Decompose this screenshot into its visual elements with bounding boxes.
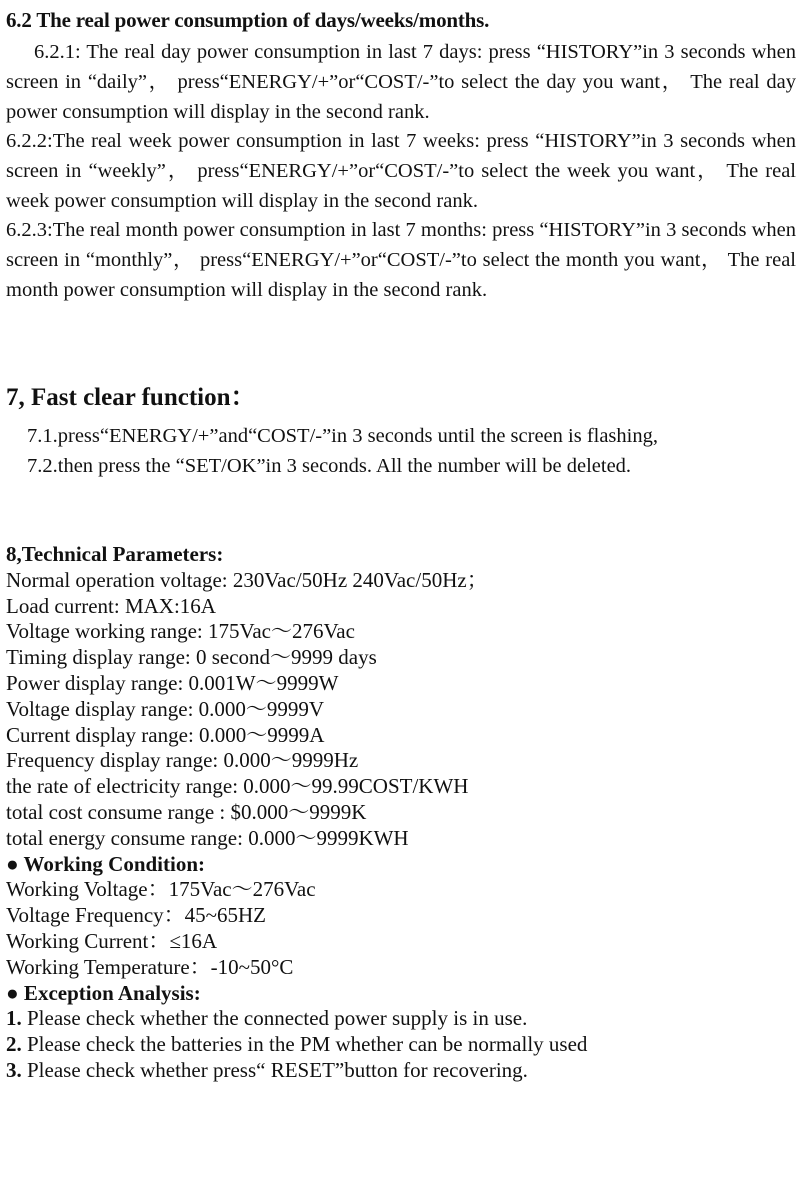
paragraph-6-2-3: 6.2.3:The real month power consumption in last 7 months: press “HISTORY”in 3 seconds when screen in “monthly”， press“ENERGY/+”or“COST/-”to select the month you want， The real month power consumption will display in the second rank. <box>6 219 796 301</box>
param-row: Voltage display range: 0.000～9999V <box>6 696 325 721</box>
param-row: Current display range: 0.000～9999A <box>6 722 325 747</box>
param-row: Timing display range: 0 second～9999 days <box>6 645 377 670</box>
exception-text: Please check the batteries in the PM whether can be normally used <box>21 1032 588 1057</box>
fast-clear-step-1: 7.1.press“ENERGY/+”and“COST/-”in 3 seconds until the screen is flashing, <box>27 425 658 447</box>
param-row: Frequency display range: 0.000～9999Hz <box>6 748 359 773</box>
working-condition-row: Working Current：≤16A <box>6 928 218 953</box>
exception-analysis-heading: ● Exception Analysis: <box>6 980 201 1005</box>
technical-parameters-section <box>6 542 796 1084</box>
exception-row <box>6 1032 796 1058</box>
param-row: Load current: MAX:16A <box>6 593 216 618</box>
paragraph-6-2-1: 6.2.1: The real day power consumption in last 7 days: press “HISTORY”in 3 seconds when screen in “daily”， press“ENERGY/+”or“COST/-”to select the day you want， The real day power consumption will display in the second rank. <box>6 41 796 123</box>
section-8-heading: 8,Technical Parameters: <box>6 542 224 566</box>
param-row: Power display range: 0.001W～9999W <box>6 670 339 695</box>
working-condition-row: Voltage Frequency：45~65HZ <box>6 903 267 928</box>
exception-number: 2. <box>6 1032 22 1057</box>
param-row: Normal operation voltage: 230Vac/50Hz 240Vac/50Hz； <box>6 567 488 592</box>
param-row: Voltage working range: 175Vac～276Vac <box>6 619 355 644</box>
param-row: the rate of electricity range: 0.000～99.99COST/KWH <box>6 774 469 799</box>
exception-number: 1. <box>6 1006 22 1031</box>
section-6-2-heading: 6.2 The real power consumption of days/weeks/months. <box>6 8 490 32</box>
working-condition-row: Working Voltage：175Vac～276Vac <box>6 877 316 902</box>
section-7-heading: 7, Fast clear function： <box>6 384 256 411</box>
param-row: total cost consume range : $0.000～9999K <box>6 799 367 824</box>
exception-row <box>6 1058 796 1084</box>
exception-row <box>6 1006 796 1032</box>
exception-text: Please check whether the connected power supply is in use. <box>21 1006 528 1031</box>
fast-clear-step-2: 7.2.then press the “SET/OK”in 3 seconds. All the number will be deleted. <box>27 455 632 477</box>
working-condition-row: Working Temperature：-10~50°C <box>6 954 294 979</box>
working-condition-heading: ● Working Condition: <box>6 851 206 876</box>
exception-number: 3. <box>6 1057 22 1082</box>
param-row: total energy consume range: 0.000～9999KWH <box>6 825 409 850</box>
exception-text: Please check whether press“ RESET”button for recovering. <box>21 1057 528 1082</box>
paragraph-6-2-2: 6.2.2:The real week power consumption in last 7 weeks: press “HISTORY”in 3 seconds when screen in “weekly”， press“ENERGY/+”or“COST/-”to select the week you want， The real week power consumption will display in the second rank. <box>6 130 796 212</box>
